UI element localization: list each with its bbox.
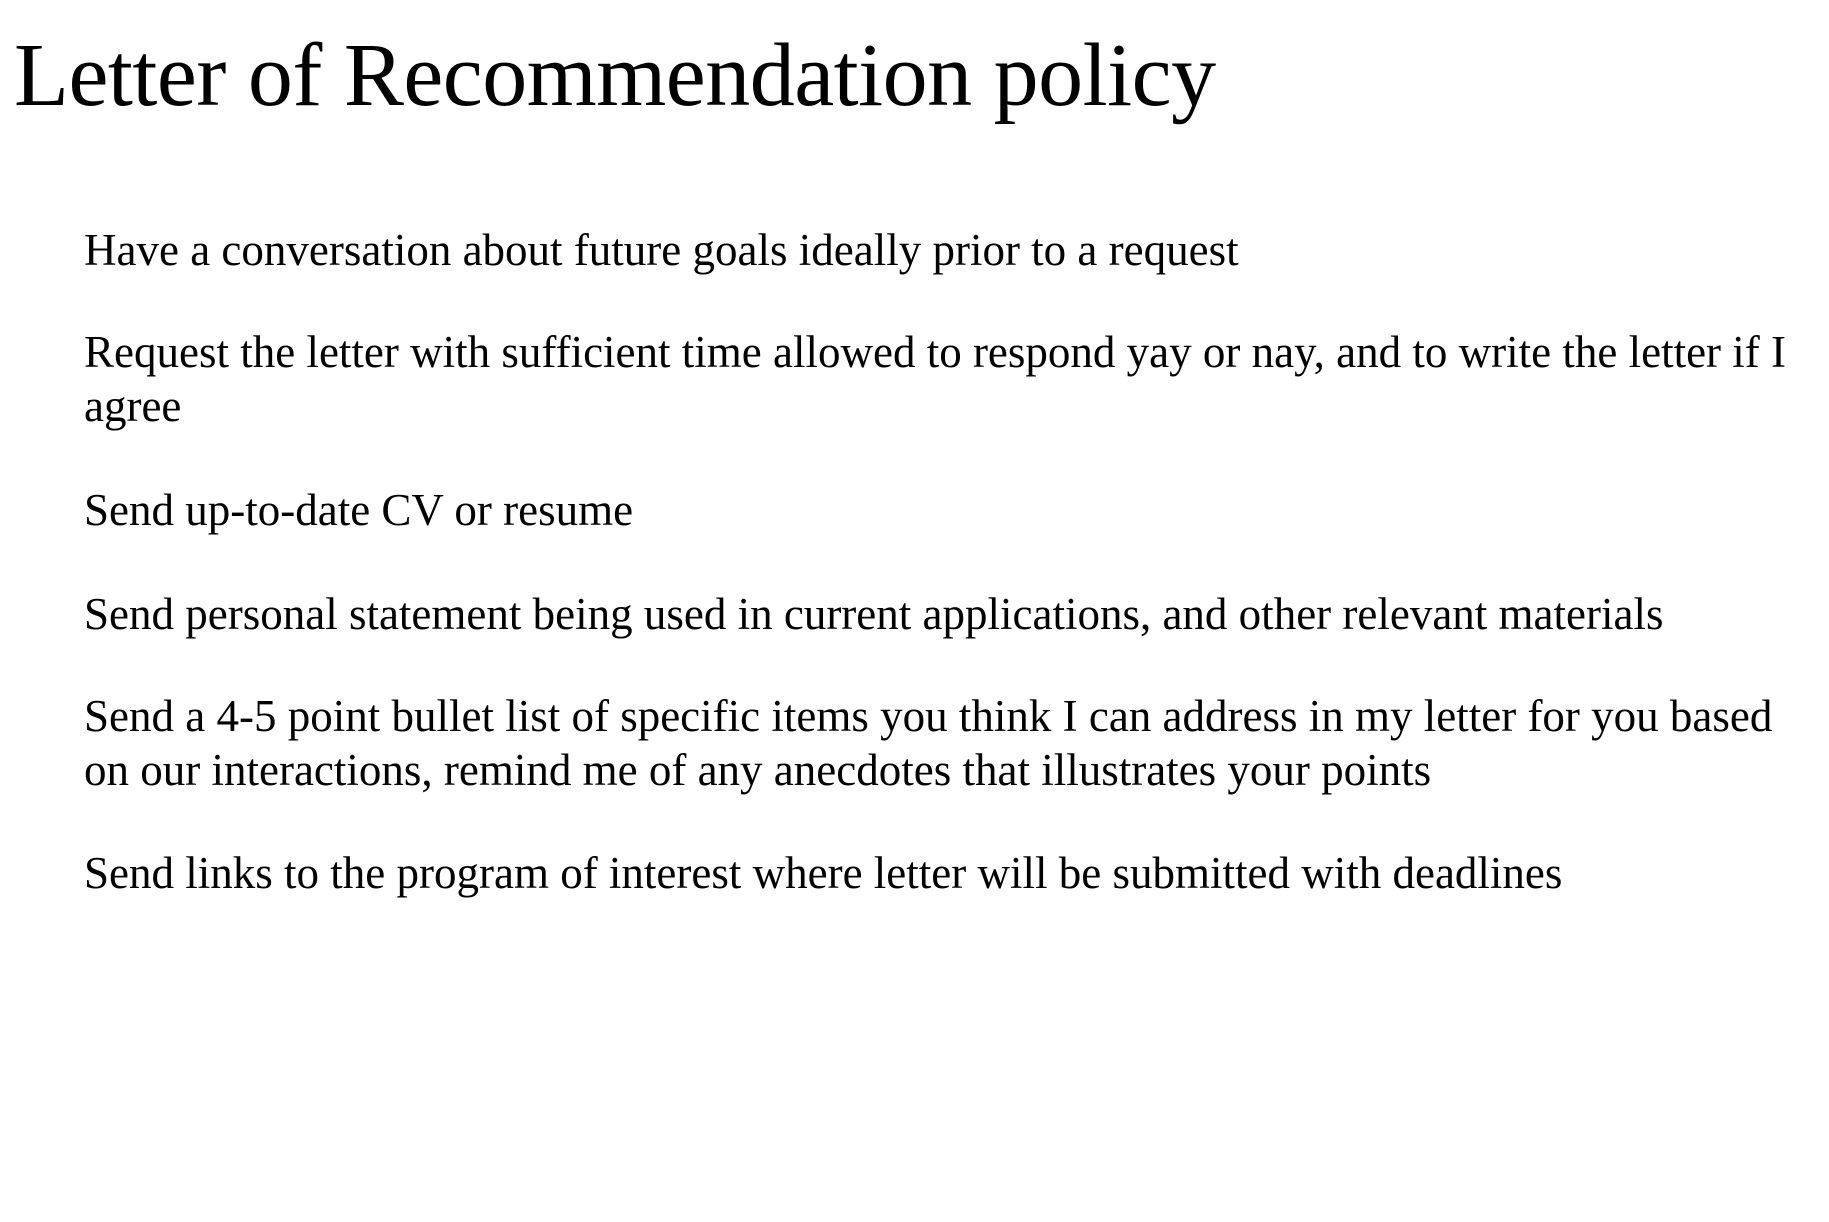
page-title: Letter of Recommendation policy	[14, 26, 1216, 125]
policy-item-program-links: Send links to the program of interest where letter will be submitted with deadlines	[84, 848, 1563, 898]
policy-item-bullet-list: Send a 4-5 point bullet list of specific items you think I can address in my letter for you based on our interactions, remind me of any anecdotes that illustrates your points	[84, 691, 1773, 795]
policy-item-cv: Send up-to-date CV or resume	[84, 485, 634, 535]
policy-item-conversation: Have a conversation about future goals ideally prior to a request	[84, 225, 1239, 275]
policy-item-personal-statement: Send personal statement being used in current applications, and other relevant materials	[84, 589, 1664, 639]
policy-item-request-timing: Request the letter with sufficient time allowed to respond yay or nay, and to write the letter if I agree	[84, 327, 1787, 431]
